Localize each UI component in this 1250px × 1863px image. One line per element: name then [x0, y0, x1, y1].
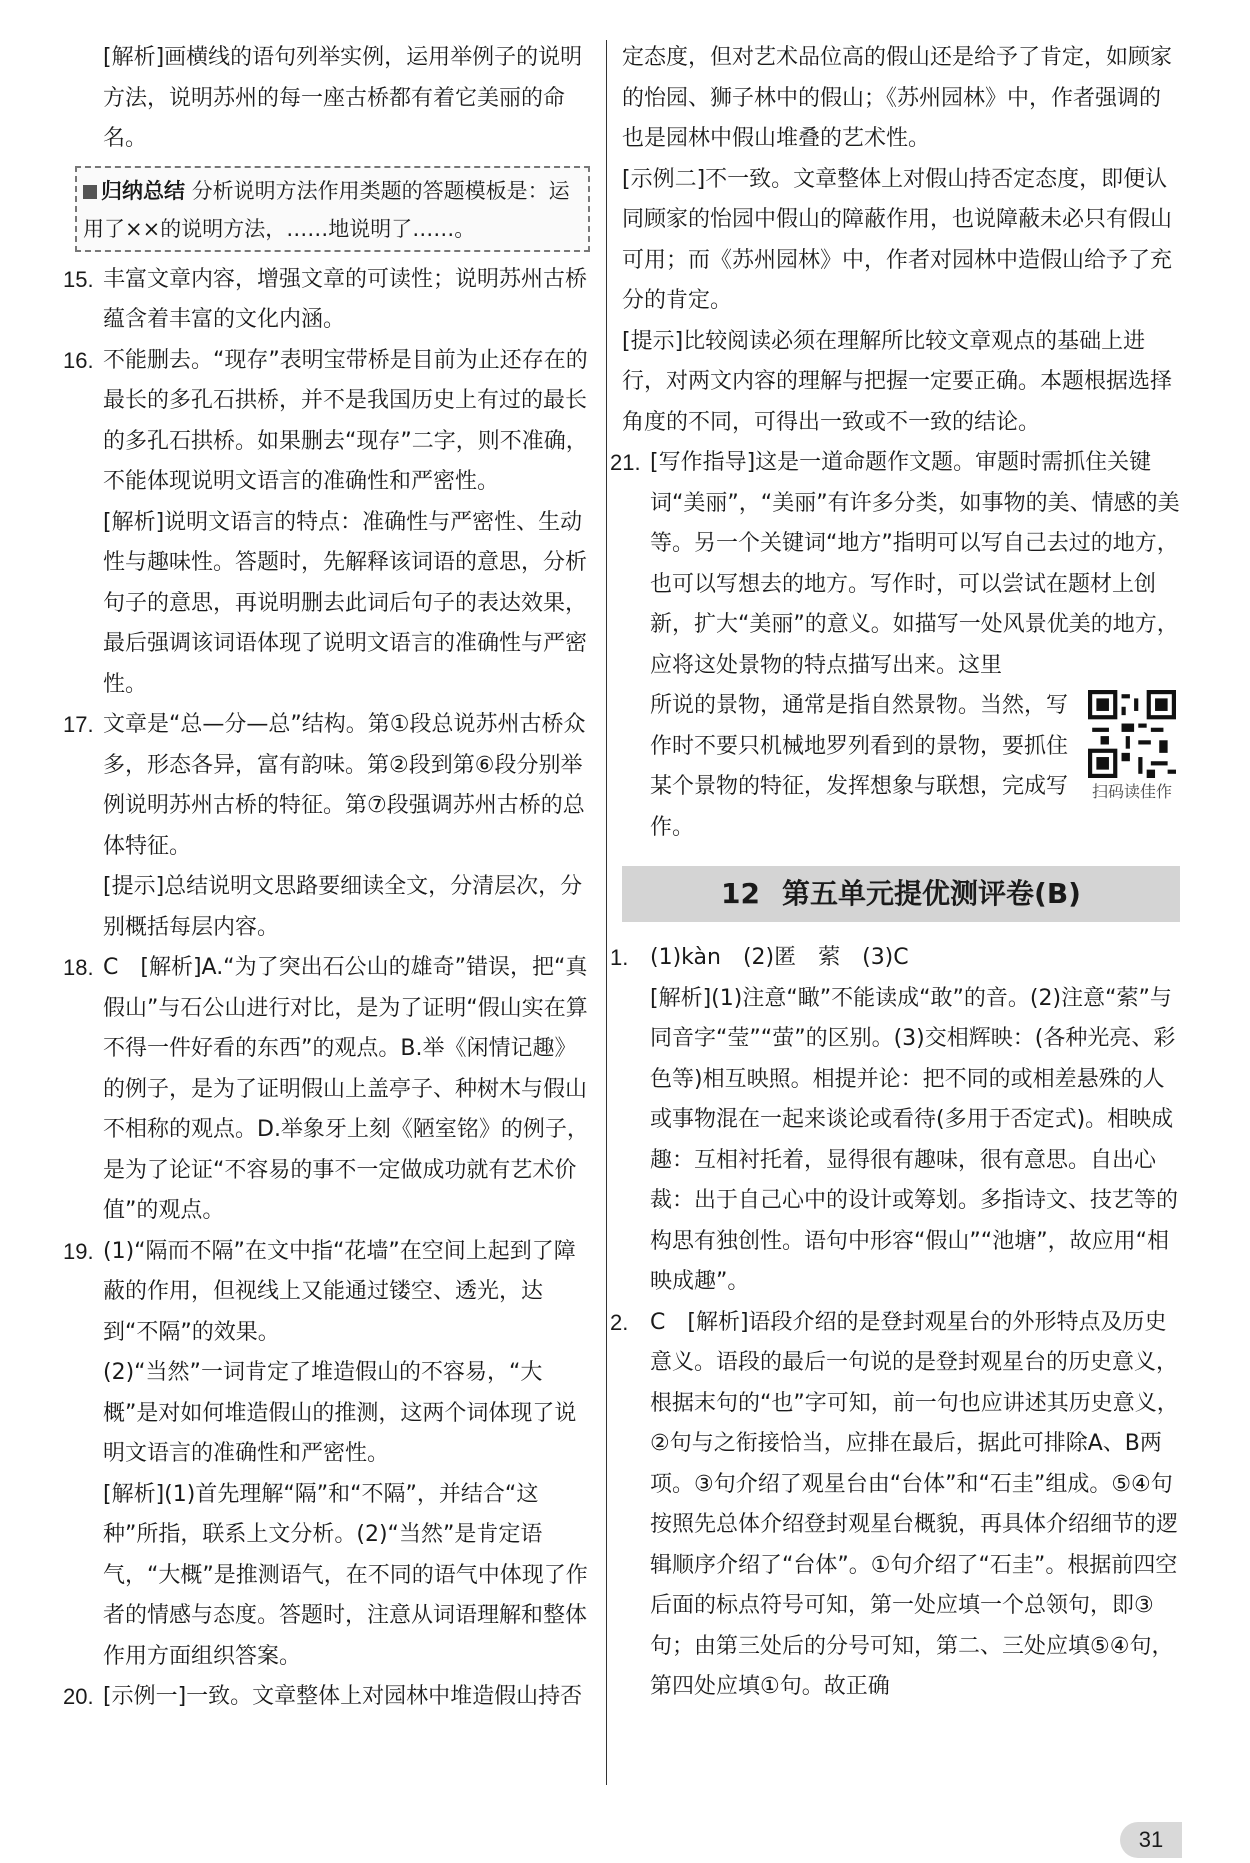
answer-text: 丰富文章内容，增强文章的可读性；说明苏州古桥蕴含着丰富的文化内涵。 [103, 266, 588, 332]
answer-17 [63, 705, 590, 948]
answer-analysis: [解析](1)注意“瞰”不能读成“敢”的音。(2)注意“萦”与同音字“莹”“萤”的区别。(3)交相辉映：(各种光亮、彩色等)相互映照。相提并论：把不同的或相差悬殊的人或事物混在一起来谈论或看待(多用于否定式)。相映成趣：互相衬托着，显得很有趣味，很有意思。自出心裁：出于自己心中的设计或筹划。多指诗文、技艺等的构思有独创性。语句中形容“假山”“池塘”，故应用“相映成趣”。 [650, 985, 1179, 1294]
left-column [63, 38, 590, 1718]
answer-21 [610, 443, 1180, 848]
qr-code-icon[interactable] [1088, 690, 1176, 778]
page-number: 31 [1120, 1822, 1182, 1858]
answer-number: 21. [610, 450, 641, 475]
answer-number: 1. [610, 945, 629, 970]
answer-16 [63, 341, 590, 706]
unit-title: 第五单元提优测评卷(B) [782, 877, 1081, 910]
q14-analysis: [解析]画横线的语句列举实例，运用举例子的说明方法，说明苏州的每一座古桥都有着它美丽的命名。 [103, 45, 583, 151]
answer-text: C [解析]语段介绍的是登封观星台的外形特点及历史意义。语段的最后一句说的是登封观星台的历史意义，根据末句的“也”字可知，前一句也应讲述其历史意义，②句与之衔接恰当，应排在最后，据此可排除A、B两项。③句介绍了观星台由“台体”和“石圭”组成。⑤④句按照先总体介绍登封观星台概貌，再具体介绍细节的逻辑顺序介绍了“台体”。①句介绍了“石圭”。根据前四空后面的标点符号可知，第一处应填一个总领句，即③句；由第三处后的分号可知，第二、三处应填⑤④句，第四处应填①句。故正确 [650, 1309, 1179, 1699]
answer-15 [63, 260, 590, 341]
answer-r1 [610, 938, 1180, 1303]
summary-box [75, 166, 590, 252]
answer-text: C [解析]A.“为了突出石公山的雄奇”错误，把“真假山”与石公山进行对比，是为了证明“假山实在算不得一件好看的东西”的观点。B.举《闲情记趣》的例子，是为了证明假山上盖亭子、种树木与假山不相称的观点。D.举象牙上刻《陋室铭》的例子，是为了论证“不容易的事不一定做成功就有艺术价值”的观点。 [103, 955, 589, 1223]
answer-number: 20. [63, 1684, 94, 1709]
answer-20-hint: [提示]比较阅读必须在理解所比较文章观点的基础上进行，对两文内容的理解与把握一定要正确。本题根据选择角度的不同，可得出一致或不一致的结论。 [622, 328, 1173, 435]
answer-hint: [提示]总结说明文思路要细读全文，分清层次，分别概括每层内容。 [103, 874, 583, 940]
answer-20 [63, 1677, 590, 1718]
column-divider [606, 40, 607, 1785]
answer-20-continued: 定态度，但对艺术品位高的假山还是给予了肯定，如顾家的怡园、狮子林中的假山；《苏州园林》中，作者强调的也是园林中假山堆叠的艺术性。 [622, 45, 1173, 151]
summary-text: 分析说明方法作用类题的答题模板是：运用了××的说明方法，……地说明了……。 [83, 178, 570, 241]
answer-number: 18. [63, 955, 94, 980]
unit-title-banner [622, 866, 1180, 922]
qr-caption: 扫码读佳作 [1091, 782, 1172, 801]
answer-text: [写作指导]这是一道命题作文题。审题时需抓住关键词“美丽”，“美丽”有许多分类，如事物的美、情感的美等。另一个关键词“地方”指明可以写自己去过的地方，也可以写想去的地方。写作时，可以尝试在题材上创新，扩大“美丽”的意义。如描写一处风景优美的地方，应将这处景物的特点描写出来。这里 [650, 450, 1180, 678]
answer-number: 19. [63, 1238, 94, 1264]
answer-number: 16. [63, 347, 94, 373]
unit-number: 12 [721, 877, 761, 910]
answer-text: [示例一]一致。文章整体上对园林中堆造假山持否 [103, 1684, 583, 1709]
answer-text-1: (1)“隔而不隔”在文中指“花墙”在空间上起到了障蔽的作用，但视线上又能通过镂空、透光，达到“不隔”的效果。 [103, 1238, 576, 1345]
answer-number: 17. [63, 712, 94, 737]
answer-r2 [610, 1303, 1180, 1708]
summary-icon [83, 185, 97, 199]
answer-text: (1)kàn (2)匿 萦 (3)C [650, 945, 909, 970]
right-column [610, 38, 1180, 1708]
answer-analysis: [解析](1)首先理解“隔”和“不隔”，并结合“这种”所指，联系上文分析。(2)“当然”是肯定语气，“大概”是推测语气，在不同的语气中体现了作者的情感与态度。答题时，注意从词语理解和整体作用方面组织答案。 [103, 1481, 588, 1669]
answer-number: 2. [610, 1309, 629, 1335]
answer-number: 15. [63, 266, 94, 292]
summary-head: 归纳总结 [101, 178, 185, 203]
answer-analysis: [解析]说明文语言的特点：准确性与严密性、生动性与趣味性。答题时，先解释该词语的意思，分析句子的意思，再说明删去此词后句子的表达效果，最后强调该词语体现了说明文语言的准确性与严密性。 [103, 509, 588, 697]
answer-text-continued: 所说的景物，通常是指自然景物。当然，写作时不要只机械地罗列看到的景物，要抓住某个景物的特征，发挥想象与联想，完成写作。 [650, 693, 1069, 840]
answer-18 [63, 948, 590, 1232]
answer-20-example-2: [示例二]不一致。文章整体上对假山持否定态度，即便认同顾家的怡园中假山的障蔽作用，也说障蔽未必只有假山可用；而《苏州园林》中，作者对园林中造假山给予了充分的肯定。 [622, 166, 1173, 313]
answer-text: 文章是“总—分—总”结构。第①段总说苏州古桥众多，形态各异，富有韵味。第②段到第⑥段分别举例说明苏州古桥的特征。第⑦段强调苏州古桥的总体特征。 [103, 712, 586, 859]
qr-block[interactable] [1084, 690, 1180, 802]
answer-19 [63, 1232, 590, 1678]
answer-text-2: (2)“当然”一词肯定了堆造假山的不容易，“大概”是对如何堆造假山的推测，这两个词体现了说明文语言的准确性和严密性。 [103, 1360, 577, 1466]
answer-text: 不能删去。“现存”表明宝带桥是目前为止还存在的最长的多孔石拱桥，并不是我国历史上有过的最长的多孔石拱桥。如果删去“现存”二字，则不准确，不能体现说明文语言的准确性和严密性。 [103, 347, 588, 494]
